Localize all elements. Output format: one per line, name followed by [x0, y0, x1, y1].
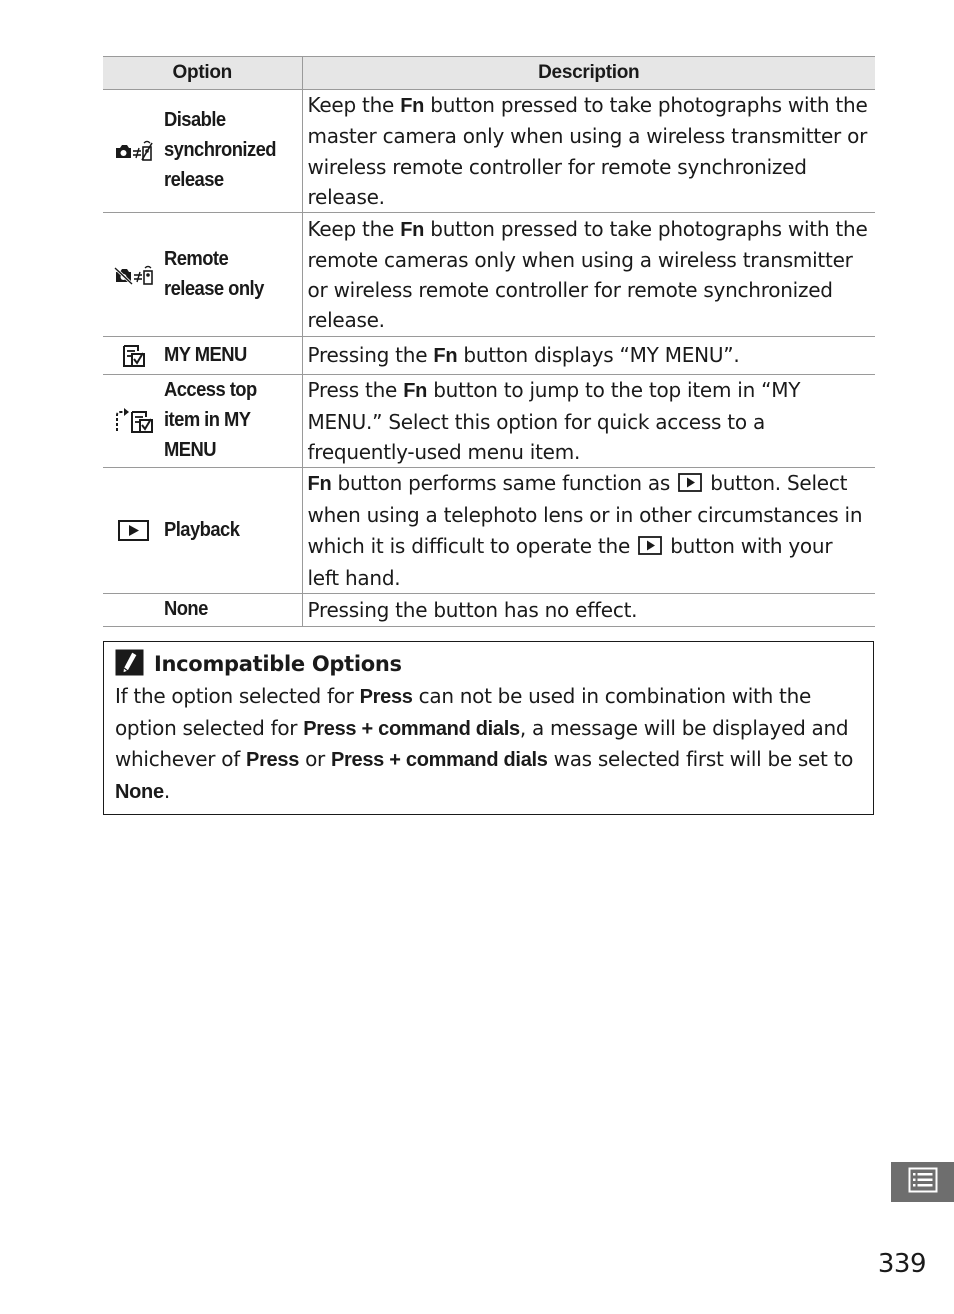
table-row [103, 90, 875, 213]
bold-term: Fn [400, 218, 425, 241]
option-label-line: MENU [164, 439, 216, 462]
bold-term: Press + command dials [303, 717, 520, 740]
option-label [164, 341, 247, 371]
table-row [103, 213, 875, 337]
option-cell [103, 213, 302, 337]
custom-settings-tab [891, 1162, 954, 1202]
bold-term: Press [246, 749, 300, 771]
option-label [164, 245, 264, 305]
playback-icon [103, 520, 164, 541]
description-cell [302, 337, 875, 375]
bold-term: Fn [400, 95, 425, 117]
text-run: Keep the [307, 216, 401, 241]
option-label-line: release [164, 168, 224, 191]
table-body [103, 90, 875, 627]
option-label-line: Playback [164, 518, 240, 541]
note-body [115, 681, 862, 807]
option-label-line: Remote [164, 247, 229, 270]
option-cell [103, 337, 302, 375]
bold-term: Press [359, 686, 413, 708]
option-label [164, 106, 276, 195]
option-label-line: None [164, 598, 208, 621]
bold-term: Press + command dials [331, 749, 548, 771]
note-title: Incompatible Options [154, 652, 402, 676]
note-title-row [115, 648, 862, 680]
text-run: button displays “MY MENU”. [457, 343, 740, 368]
menu-list-icon [908, 1167, 938, 1197]
text-run: Pressing the button has no effect. [307, 598, 638, 623]
header-description: Description [302, 57, 875, 90]
header-option: Option [103, 57, 302, 90]
option-label-line: item in MY [164, 409, 251, 432]
text-run: If the option selected for [115, 684, 360, 708]
text-run: or [299, 747, 332, 771]
bold-term: Fn [307, 473, 332, 496]
bold-term: Fn [403, 380, 428, 403]
text-run: can not be used in combination with the option selected for [115, 684, 811, 740]
text-run: button to jump to the top item in “MY MENU.” Select this option for quick access to a frequently-used menu item. [307, 378, 801, 464]
remote-not-camera-icon [103, 263, 164, 287]
bold-term: Fn [433, 345, 458, 368]
text-run: was selected first will be set to [547, 747, 854, 771]
option-label-line: Disable [164, 109, 226, 132]
option-label-line: synchronized [164, 139, 276, 162]
table-row [103, 375, 875, 468]
description-cell [302, 594, 875, 627]
text-run: button with your left hand. [307, 533, 833, 591]
option-cell [103, 90, 302, 213]
my-menu-icon [103, 343, 164, 369]
table-row [103, 594, 875, 627]
text-run: Keep the [307, 93, 401, 117]
playback-icon [678, 470, 702, 500]
option-cell [103, 594, 302, 627]
option-label [164, 376, 257, 465]
option-label-line: release only [164, 277, 264, 300]
text-run: button pressed to take photographs with the master camera only when using a wireless transmitter or wireless remote controller for remote synchronized release. [307, 93, 868, 209]
options-table [103, 56, 875, 627]
bold-term: None [115, 780, 164, 803]
table-row [103, 468, 875, 594]
camera-not-remote-icon [103, 139, 164, 163]
access-top-my-menu-icon [103, 407, 164, 435]
option-label-line: Access top [164, 379, 257, 402]
text-run: button pressed to take photographs with the remote cameras only when using a wireless transmitter or wireless remote controller for remote synchronized release. [307, 216, 868, 333]
table-header-row [103, 57, 875, 90]
note-pencil-icon [115, 649, 144, 680]
page-number: 339 [877, 1249, 926, 1279]
description-cell [302, 90, 875, 213]
playback-icon [638, 533, 662, 563]
option-label [164, 516, 239, 546]
option-label [164, 595, 208, 625]
text-run: Press the [307, 378, 404, 403]
option-label-line: MY MENU [164, 343, 247, 366]
text-run: , a message will be displayed and whichever of [115, 715, 849, 771]
option-cell [103, 468, 302, 594]
option-cell [103, 375, 302, 468]
description-cell [302, 375, 875, 468]
description-cell [302, 213, 875, 337]
incompatible-options-note [103, 641, 874, 815]
table-row [103, 337, 875, 375]
text-run: . [163, 778, 170, 803]
text-run: Pressing the [307, 343, 434, 368]
text-run: button. Select when using a telephoto lens or in other circumstances in which it is difficult to operate the [307, 471, 863, 558]
text-run: button performs same function as [331, 471, 677, 496]
description-cell [302, 468, 875, 594]
